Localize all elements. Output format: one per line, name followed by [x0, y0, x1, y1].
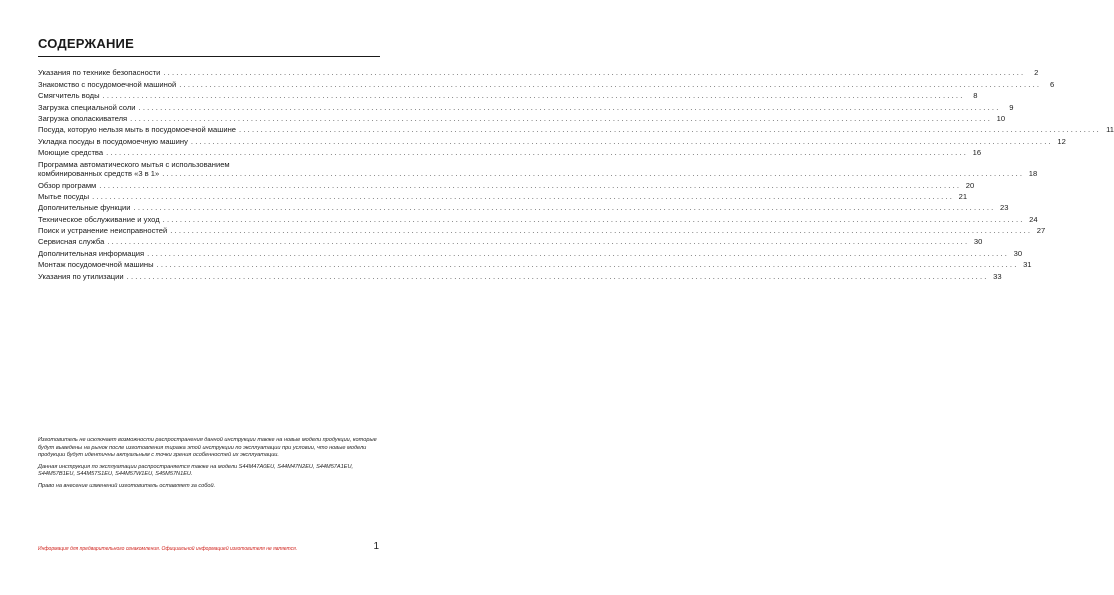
toc-entry-page: 21 [958, 191, 968, 201]
toc-entry-page: 6 [1049, 79, 1055, 89]
toc-entry-label: Указания по технике безопасности [38, 68, 161, 78]
dot-leader: ........................................................................................................................................................................................................ [162, 214, 1025, 224]
toc-entry[interactable] [38, 89, 978, 101]
toc-entry-label: Программа автоматического мытья с использованием [38, 160, 230, 170]
toc-entry-label: Техническое обслуживание и уход [38, 214, 160, 224]
toc-entry-page: 10 [996, 113, 1006, 123]
toc-entry[interactable] [38, 157, 1038, 179]
toc-entry[interactable] [38, 77, 1055, 89]
toc-entry-label: Посуда, которую нельзя мыть в посудомоечной машине [38, 125, 237, 135]
dot-leader: ........................................................................................................................................................................................................ [190, 136, 1053, 146]
toc-entry-page: 16 [972, 148, 982, 158]
dot-leader: ........................................................................................................................................................................................................ [99, 180, 962, 190]
title-rule [38, 56, 380, 57]
toc-entry-page: 30 [1013, 248, 1023, 258]
toc-entry[interactable] [38, 134, 1066, 146]
toc-entry-label: Смягчитель воды [38, 91, 100, 101]
toc-entry[interactable] [38, 224, 1046, 236]
toc-entry-page: 31 [1023, 260, 1032, 270]
dot-leader: ........................................................................................................................................................................................................ [92, 191, 955, 201]
toc-entry-page: 2 [1034, 68, 1039, 78]
toc-entry-label: Дополнительные функции [38, 203, 131, 213]
note-paragraph: Изготовитель не исключает возможности распространения данной инструкции также на новые модели продукции, которые будут выведены на рынок после изготовления тиража этой инструкции по эксплуатации при условии, что новые модели продукции будут идентичны актуальным с точки зрения особенностей их эксплуатации. [38, 437, 377, 459]
toc-entry-label: комбинированных средств «3 в 1» [38, 169, 160, 179]
dot-leader: ........................................................................................................................................................................................................ [102, 91, 965, 101]
toc-entry[interactable] [38, 258, 1032, 270]
dot-leader: ........................................................................................................................................................................................................ [239, 125, 1101, 135]
toc-entry-label: Указания по утилизации [38, 271, 124, 281]
toc-entry[interactable] [38, 246, 1023, 258]
dot-leader: ........................................................................................................................................................................................................ [106, 148, 969, 158]
dot-leader: ........................................................................................................................................................................................................ [179, 79, 1042, 89]
toc-entry[interactable] [38, 235, 983, 247]
toc-entry-page: 18 [1028, 169, 1038, 179]
toc-entry[interactable] [38, 269, 1002, 281]
toc-entry[interactable] [38, 201, 1009, 213]
dot-leader: ........................................................................................................................................................................................................ [133, 203, 996, 213]
page-number: 1 [373, 541, 379, 552]
toc-entry[interactable] [38, 212, 1038, 224]
toc-entry-label: Загрузка ополаскивателя [38, 113, 128, 123]
toc-entry-label: Знакомство с посудомоечной машиной [38, 79, 177, 89]
toc-entry[interactable] [38, 123, 1114, 135]
toc-entry[interactable] [38, 178, 975, 190]
toc-entry-page: 23 [1000, 203, 1009, 213]
toc-entry-page: 11 [1106, 125, 1114, 135]
toc-entry[interactable] [38, 190, 968, 201]
publisher-notes [38, 437, 380, 495]
page-title: СОДЕРЖАНИЕ [38, 36, 134, 51]
toc-entry-page: 33 [993, 271, 1002, 281]
toc-entry-label: Поиск и устранение неисправностей [38, 226, 168, 236]
toc-entry-label: Обзор программ [38, 180, 97, 190]
toc-entry[interactable] [38, 112, 1006, 123]
note-paragraph: Право на внесение изменений изготовитель оставляет за собой. [38, 482, 216, 489]
toc-entry-label: Дополнительная информация [38, 248, 145, 258]
toc-entry-page: 24 [1029, 214, 1038, 224]
toc-entry[interactable] [38, 100, 1014, 112]
toc-entry-label: Монтаж посудомоечной машины [38, 260, 154, 270]
toc-entry-page: 30 [973, 237, 983, 247]
toc-entry-page: 8 [973, 91, 978, 101]
toc-entry-page: 9 [1009, 102, 1014, 112]
dot-leader: ........................................................................................................................................................................................................ [138, 102, 1001, 112]
dot-leader: ........................................................................................................................................................................................................ [130, 113, 993, 123]
dot-leader: ........................................................................................................................................................................................................ [156, 260, 1019, 270]
preliminary-info-note: Информация для предварительного ознакомления. Официальной информацией изготовителя не является. [38, 546, 298, 552]
toc-entry[interactable] [38, 66, 1039, 78]
dot-leader: ........................................................................................................................................................................................................ [147, 248, 1010, 258]
dot-leader: ........................................................................................................................................................................................................ [162, 169, 1025, 179]
toc-entry-label: Моющие средства [38, 148, 104, 158]
dot-leader: ........................................................................................................................................................................................................ [126, 271, 989, 281]
toc-entry-label: Сервисная служба [38, 237, 105, 247]
toc-entry-label: Укладка посуды в посудомоечную машину [38, 136, 188, 146]
dot-leader: ........................................................................................................................................................................................................ [170, 226, 1033, 236]
dot-leader: ........................................................................................................................................................................................................ [107, 237, 970, 247]
toc-entry-label: Мытье посуды [38, 191, 90, 201]
toc-entry[interactable] [38, 146, 982, 158]
toc-entry-page: 20 [965, 180, 975, 190]
toc-entry-page: 12 [1057, 136, 1066, 146]
toc-entry-label: Загрузка специальной соли [38, 102, 136, 112]
dot-leader: ........................................................................................................................................................................................................ [163, 68, 1026, 78]
toc-entry-page: 27 [1036, 226, 1046, 236]
note-paragraph: Данная инструкция по эксплуатации распространяется также на модели S44M47A0EU, S44M47N2EU, S44M57A1EU, S44M57B1EU, S44M57S1EU, S44M57W1EU, S45M57N1EU. [38, 463, 354, 478]
table-of-contents [38, 66, 1114, 281]
